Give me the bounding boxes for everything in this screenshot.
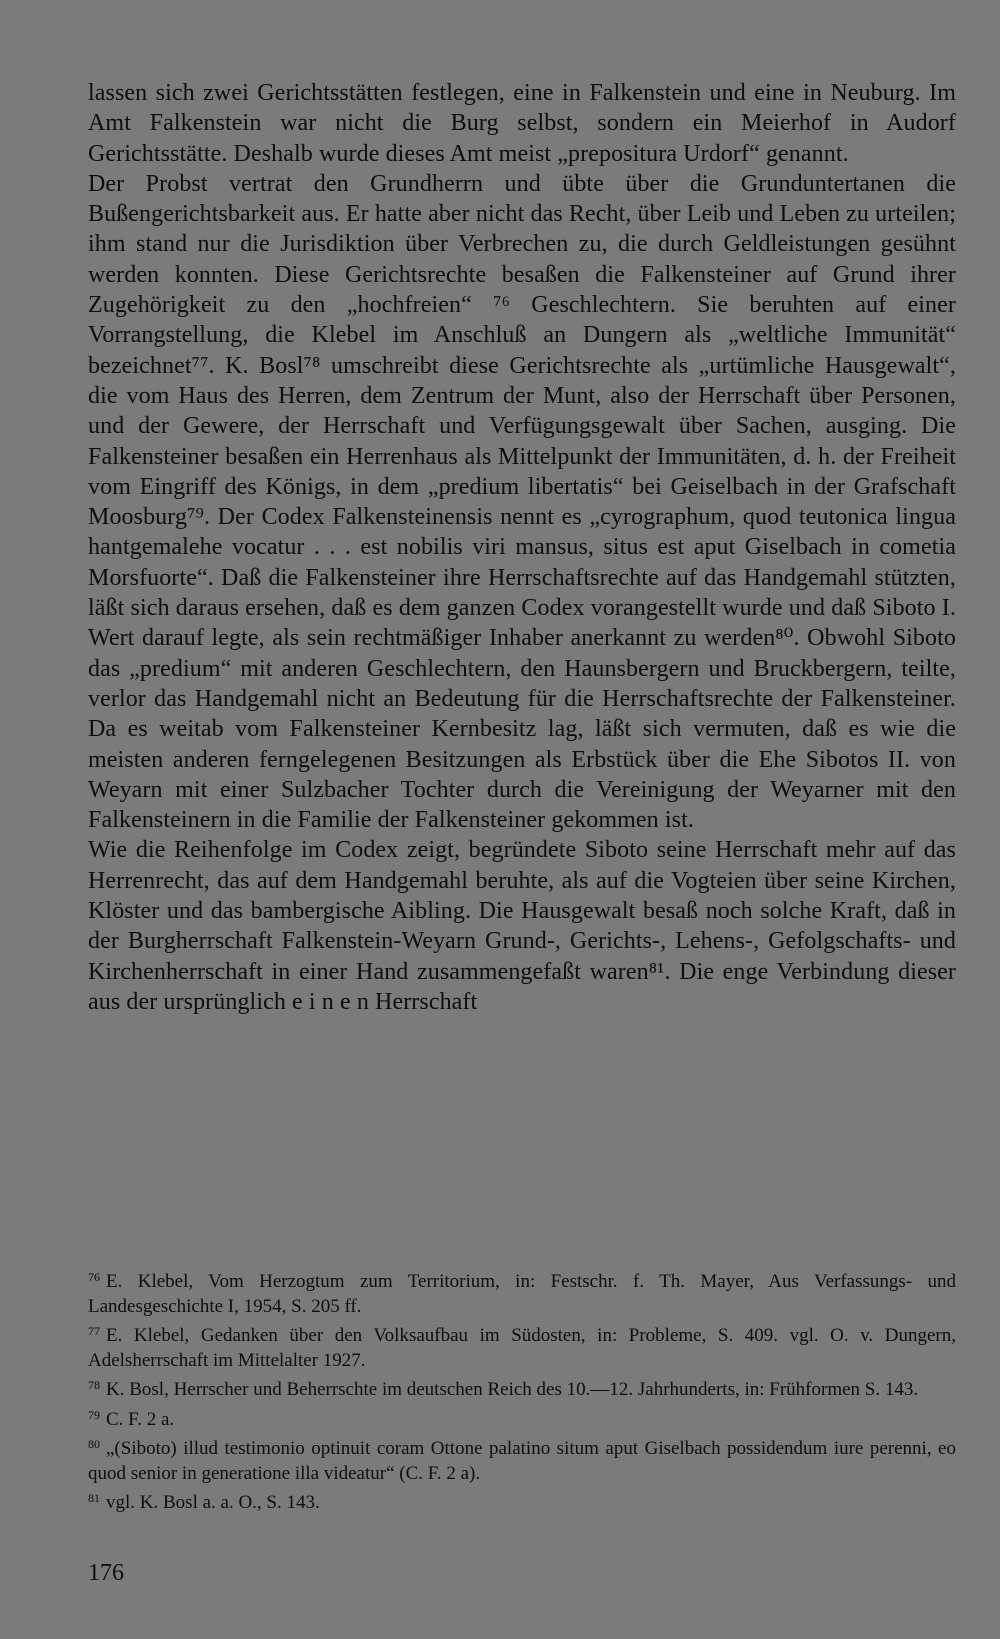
- footnote-text: E. Klebel, Vom Herzogtum zum Territorium, in: Festschr. f. Th. Mayer, Aus Verfassungs- und Landesgeschichte I, 1954, S. 205 ff.: [88, 1271, 956, 1317]
- footnote-text: E. Klebel, Gedanken über den Volksaufbau im Südosten, in: Probleme, S. 409. vgl. O. v. Dungern, Adelsherrschaft im Mittelalter 1927.: [88, 1325, 956, 1371]
- footnote-number: 77: [88, 1324, 100, 1338]
- footnote-text: C. F. 2 a.: [106, 1408, 175, 1430]
- footnote-text: vgl. K. Bosl a. a. O., S. 143.: [106, 1492, 320, 1513]
- footnote-number: 76: [88, 1270, 100, 1284]
- footnote-text: K. Bosl, Herrscher und Beherrschte im deutschen Reich des 10.—12. Jahrhunderts, in: Frühformen S. 143.: [106, 1379, 919, 1400]
- footnote-number: 79: [88, 1407, 100, 1422]
- footnotes: [88, 1265, 956, 1516]
- page-number: 176: [88, 1560, 124, 1586]
- main-text: [88, 78, 956, 1017]
- paragraph: Wie die Reihenfolge im Codex zeigt, begründete Siboto seine Herrschaft mehr auf das Herrenrecht, das auf dem Handgemahl beruhte, als auf die Vogteien über seine Kirchen, Klöster und das bambergische Aibling. Die Hausgewalt besaß noch solche Kraft, daß in der Burgherrschaft Falkenstein-Weyarn Grund-, Gerichts-, Lehens-, Gefolgschafts- und Kirchenherrschaft in einer Hand zusammengefaßt waren⁸¹. Die enge Verbindung dieser aus der ursprünglich e i n e n Herrschaft: [88, 837, 956, 1015]
- footnote: [88, 1319, 956, 1373]
- footnote: [88, 1403, 956, 1433]
- footnote-number: 78: [88, 1378, 100, 1392]
- footnote-text: „(Siboto) illud testimonio optinuit coram Ottone palatino situm aput Giselbach possidendum iure perenni, eo quod senior in generatione illa videatur“ (C. F. 2 a).: [88, 1438, 956, 1484]
- paragraph: lassen sich zwei Gerichtsstätten festlegen, eine in Falkenstein und eine in Neuburg. Im Amt Falkenstein war nicht die Burg selbst, sondern ein Meierhof in Audorf Gerichtsstätte. Deshalb wurde dieses Amt meist „prepositura Urdorf“ genannt.: [88, 80, 956, 167]
- footnote: [88, 1373, 956, 1403]
- footnote: [88, 1265, 956, 1319]
- footnote: [88, 1486, 956, 1516]
- footnote: [88, 1432, 956, 1486]
- footnote-number: 81: [88, 1491, 100, 1505]
- paragraph: Der Probst vertrat den Grundherrn und übte über die Grunduntertanen die Bußengerichtsbarkeit aus. Er hatte aber nicht das Recht, über Leib und Leben zu urteilen; ihm stand nur die Jurisdiktion über Verbrechen zu, die durch Geldleistungen gesühnt werden konnten. Diese Gerichtsrechte besaßen die Falkensteiner auf Grund ihrer Zugehörigkeit zu den „hochfreien“ ⁷⁶ Geschlechtern. Sie beruhten auf einer Vorrangstellung, die Klebel im Anschluß an Dungern als „weltliche Immunität“ bezeichnet⁷⁷. K. Bosl⁷⁸ umschreibt diese Gerichtsrechte als „urtümliche Hausgewalt“, die vom Haus des Herren, dem Zentrum der Munt, also der Herrschaft über Personen, und der Gewere, der Herrschaft und Verfügungsgewalt über Sachen, ausging. Die Falkensteiner besaßen ein Herrenhaus als Mittelpunkt der Immunitäten, d. h. der Freiheit vom Eingriff des Königs, in dem „predium libertatis“ bei Geiselbach in der Grafschaft Moosburg⁷⁹. Der Codex Falkensteinensis nennt es „cyrographum, quod teutonica lingua hantgemalehe vocatur . . . est nobilis viri mansus, situs est aput Giselbach in cometia Morsfuorte“. Daß die Falkensteiner ihre Herrschaftsrechte auf das Handgemahl stützten, läßt sich daraus ersehen, daß es dem ganzen Codex vorangestellt wurde und daß Siboto I. Wert darauf legte, als sein rechtmäßiger Inhaber anerkannt zu werden⁸⁰. Obwohl Siboto das „predium“ mit anderen Geschlechtern, den Haunsbergern und Bruckbergern, teilte, verlor das Handgemahl nicht an Bedeutung für die Herrschaftsrechte der Falkensteiner. Da es weitab vom Falkensteiner Kernbesitz lag, läßt sich vermuten, daß es wie die meisten anderen ferngelegenen Besitzungen als Erbstück über die Ehe Sibotos II. von Weyarn mit einer Sulzbacher Tochter durch die Vereinigung der Weyarner mit den Falkensteinern in die Familie der Falkensteiner gekommen ist.: [88, 170, 956, 834]
- footnote-number: 80: [88, 1437, 100, 1451]
- page-content: [88, 78, 956, 1017]
